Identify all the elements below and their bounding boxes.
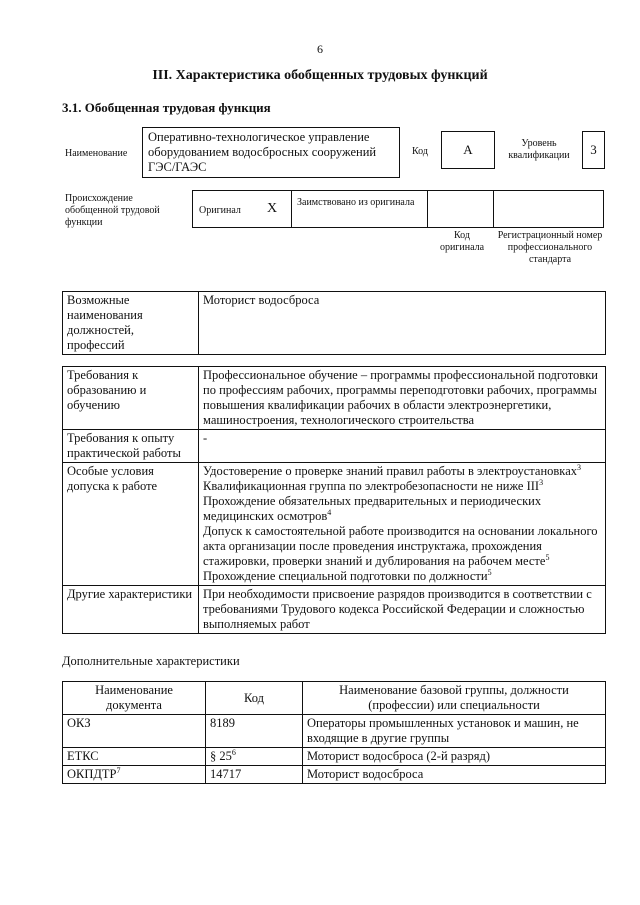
other-value: При необходимости присвоение разрядов производится в соответствии с требованиями Трудового кодекса Российской Федерации и сложностью выполняемых работ [199,586,606,634]
education-value: Профессиональное обучение – программы профессиональной подготовки по профессиям рабочих, программы переподготовки рабочих, программы повышения квалификации рабочих в области электроэнергетики, машиностроения, технологического строительства [199,367,606,430]
other-label: Другие характеристики [63,586,199,634]
borrowed-label: Заимствовано из оригинала [297,197,415,208]
additional-title: Дополнительные характеристики [62,654,240,668]
positions-label: Возможные наименования должностей, профессий [63,292,199,355]
positions-table [62,291,606,355]
section-title: III. Характеристика обобщенных трудовых функций [152,68,488,83]
row-code: § $25^6$ [206,748,303,766]
divider [493,191,494,227]
requirements-table [62,366,606,634]
divider [291,191,292,227]
table-row [63,715,606,748]
code-value: A [441,131,495,169]
origin-box [192,190,604,228]
original-label: Оригинал [199,205,241,216]
divider [427,191,428,227]
experience-label: Требования к опыту практической работы [63,430,199,463]
subsection-title: 3.1. Обобщенная трудовая функция [62,100,271,115]
table-row [63,766,606,784]
row-doc: ЕТКС [63,748,206,766]
special-line: Квалификационная группа по электробезопасности не ниже III$^3$ [203,477,544,493]
original-mark: X [267,201,278,216]
col-header-code: Код [206,682,303,715]
row-doc: ОКЗ [63,715,206,748]
name-label: Наименование [65,148,128,159]
code-original-label: Код оригинала [439,230,485,253]
row-doc: ОКПДТР$^7$ [63,766,206,784]
row-code: 14717 [206,766,303,784]
level-value: 3 [582,131,605,169]
col-header-name: Наименование базовой группы, должности (профессии) или специальности [303,682,606,715]
row-name: Операторы промышленных установок и машин, не входящие в другие группы [303,715,606,748]
positions-value: Моторист водосброса [199,292,606,355]
code-label: Код [412,146,428,157]
additional-table [62,681,606,784]
special-conditions [199,463,606,586]
table-row [63,748,606,766]
special-label: Особые условия допуска к работе [63,463,199,586]
col-header-document: Наименование документа [63,682,206,715]
row-code: 8189 [206,715,303,748]
special-line: Допуск к самостоятельной работе производится на основании локального акта организации после проведения инструктажа, прохождения стажировки, проверки знаний и дублирования на рабочем месте$^5$ [203,524,598,568]
special-line: Удостоверение о проверке знаний правил работы в электроустановках$^3$ [203,462,581,478]
level-label: Уровень квалификации [508,138,570,161]
function-name-value: Оперативно-технологическое управление оборудованием водосбросных сооружений ГЭС/ГАЭС [142,127,400,178]
education-label: Требования к образованию и обучению [63,367,199,430]
special-line: Прохождение обязательных предварительных и периодических медицинских осмотров$^4$ [203,494,542,523]
row-name: Моторист водосброса [303,766,606,784]
experience-value: - [199,430,606,463]
reg-number-label: Регистрационный номер профессионального стандарта [497,230,603,265]
special-line: Прохождение специальной подготовки по должности$^5$ [203,567,492,583]
origin-label: Происхождение обобщенной трудовой функции [65,193,160,228]
page-number: 6 [317,42,323,56]
row-name: Моторист водосброса (2-й разряд) [303,748,606,766]
